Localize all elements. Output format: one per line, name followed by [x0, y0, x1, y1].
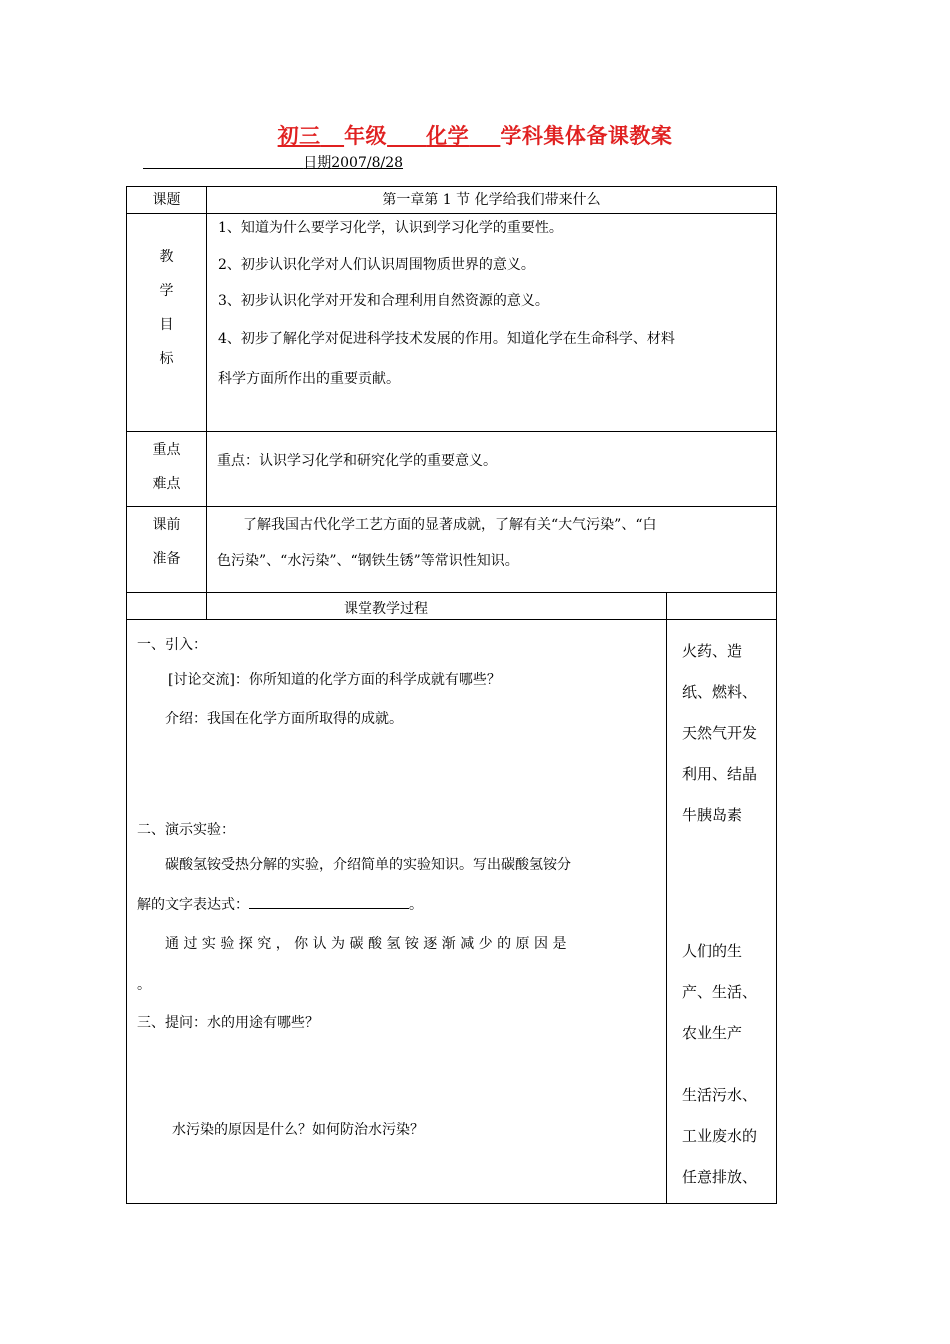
- title-grade-suffix: 年级: [344, 123, 388, 148]
- section-2-title: 二、演示实验：: [137, 822, 235, 838]
- preparation-line-1: 了解我国古代化学工艺方面的显著成就，了解有关“大气污染”、“白: [243, 517, 657, 533]
- date-label: 日期: [303, 155, 332, 171]
- side-note: 工业废水的: [682, 1127, 758, 1145]
- answer-blank[interactable]: [249, 894, 409, 909]
- side-note: 人们的生: [682, 942, 743, 960]
- date-value: 2007/8/28: [331, 155, 404, 171]
- topic-row: [127, 187, 777, 214]
- side-note: 天然气开发: [682, 724, 758, 742]
- objectives-list: [207, 214, 777, 432]
- section-2-line-4: 。: [137, 977, 151, 993]
- objectives-label: 教 学 目 标: [127, 214, 207, 432]
- side-note: 产、生活、: [682, 983, 758, 1001]
- side-note: 利用、结晶: [682, 765, 758, 783]
- objectives-row: [127, 214, 777, 432]
- process-cell: [127, 593, 667, 1204]
- side-note: 生活污水、: [682, 1086, 758, 1104]
- side-note: 牛胰岛素: [682, 806, 743, 824]
- side-notes-cell: [667, 593, 777, 1204]
- key-points-row: [127, 432, 777, 507]
- section-2-line-3: 通 过 实 验 探 究 ， 你 认 为 碳 酸 氢 铵 逐 渐 减 少 的 原 因 是: [165, 936, 567, 952]
- objective-item: 1、知道为什么要学习化学，认识到学习化学的重要性。: [218, 220, 563, 236]
- preparation-label: 课前 准备: [127, 507, 207, 620]
- side-note: 任意排放、: [682, 1168, 758, 1186]
- side-note: 纸、燃料、: [682, 683, 758, 701]
- side-note: 农业生产: [682, 1024, 743, 1042]
- teaching-process-table: [126, 592, 777, 1204]
- section-1-title: 一、引入：: [137, 637, 207, 653]
- objective-item: 4、初步了解化学对促进科学技术发展的作用。知道化学在生命科学、材料: [218, 331, 675, 347]
- title-grade: 初三: [277, 123, 321, 148]
- title-rest: 学科集体备课教案: [500, 123, 673, 148]
- section-3-question: 水污染的原因是什么？如何防治水污染？: [172, 1122, 424, 1138]
- preparation-line-2: 色污染”、“水污染”、“钢铁生锈”等常识性知识。: [217, 553, 519, 569]
- topic-value: 第一章第 1 节 化学给我们带来什么: [207, 187, 777, 214]
- section-2-line-1: 碳酸氢铵受热分解的实验，介绍简单的实验知识。写出碳酸氢铵分: [165, 857, 571, 873]
- objective-item: 3、初步认识化学对开发和合理利用自然资源的意义。: [218, 293, 549, 309]
- topic-label: 课题: [127, 187, 207, 214]
- page-title: [0, 120, 950, 150]
- section-1-discussion: [讨论交流]：你所知道的化学方面的科学成就有哪些？: [168, 672, 501, 688]
- section-2-line-2: 解的文字表达式： 。: [137, 894, 423, 914]
- key-points-label: 重点 难点: [127, 432, 207, 507]
- date-line: [143, 152, 403, 172]
- key-points-text: 重点：认识学习化学和研究化学的重要意义。: [207, 432, 777, 507]
- objective-item: 2、初步认识化学对人们认识周围物质世界的意义。: [218, 257, 535, 273]
- section-3-title: 三、提问：水的用途有哪些？: [137, 1015, 319, 1031]
- process-heading: 课堂教学过程: [344, 601, 428, 617]
- objective-item: 科学方面所作出的重要贡献。: [218, 371, 400, 387]
- title-subject: 化学: [426, 123, 470, 148]
- lesson-info-table: [126, 186, 777, 620]
- side-note: 火药、造: [682, 642, 743, 660]
- section-1-intro: 介绍：我国在化学方面所取得的成就。: [165, 711, 403, 727]
